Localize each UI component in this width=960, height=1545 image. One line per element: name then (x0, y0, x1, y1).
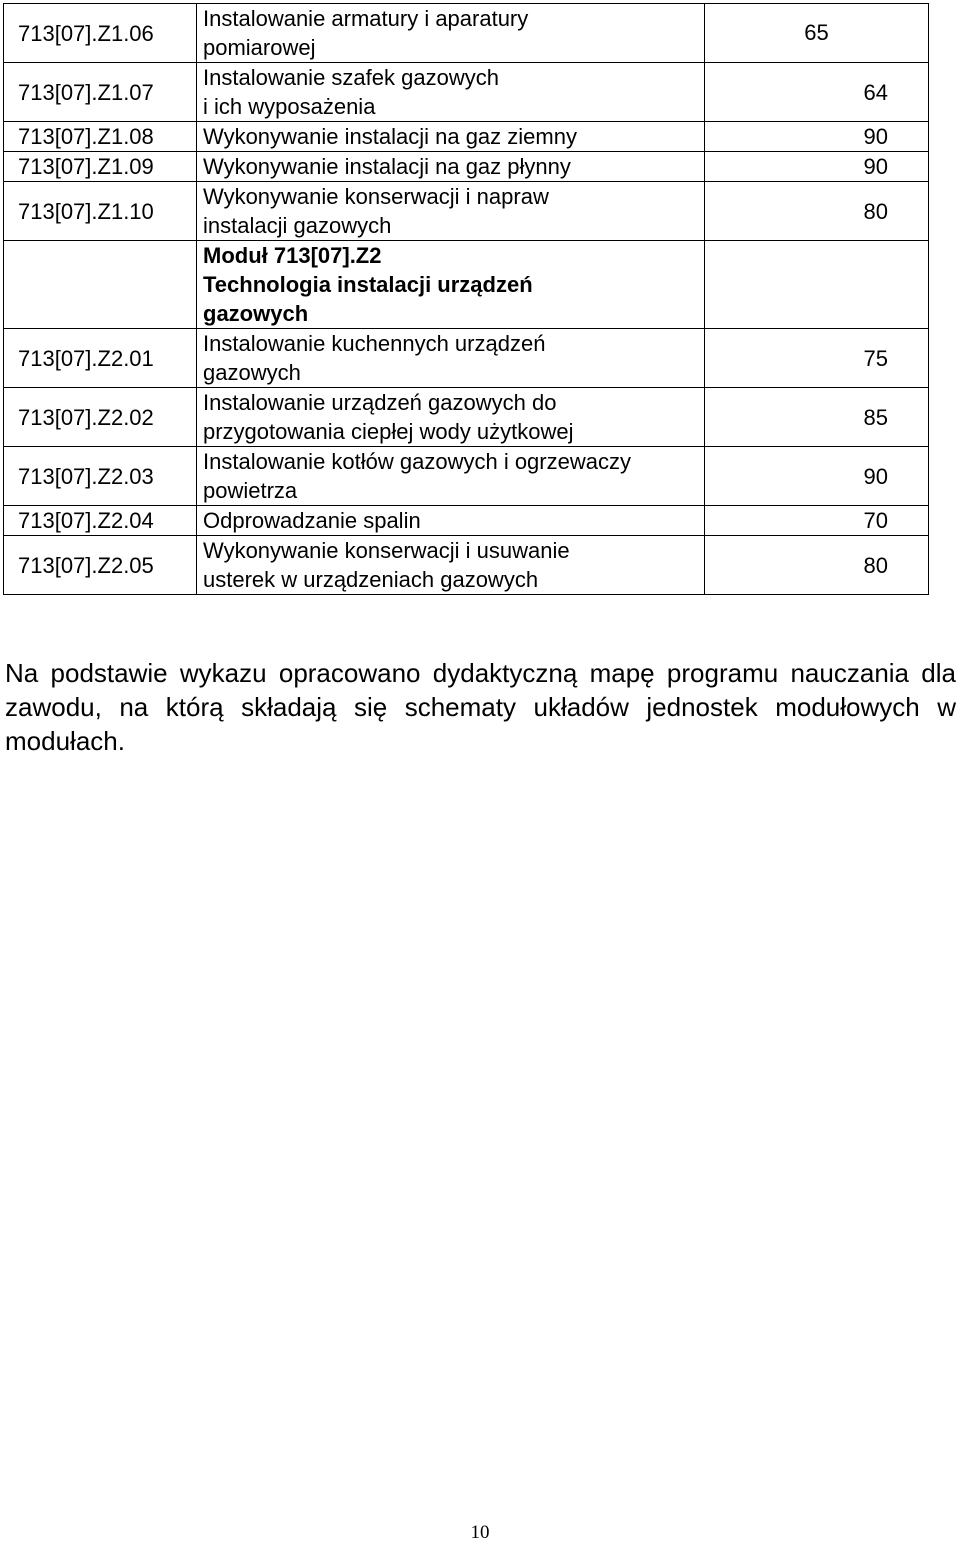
unit-hours: 65 (705, 4, 929, 63)
unit-hours (705, 241, 929, 329)
unit-code: 713[07].Z2.01 (4, 329, 197, 388)
unit-name: Wykonywanie instalacji na gaz płynny (197, 152, 705, 182)
unit-name: Wykonywanie instalacji na gaz ziemny (197, 122, 705, 152)
unit-hours: 85 (705, 388, 929, 447)
unit-code: 713[07].Z1.08 (4, 122, 197, 152)
unit-code: 713[07].Z2.03 (4, 447, 197, 506)
table-row (4, 329, 929, 388)
unit-name: Instalowanie armatury i aparatury pomiarowej (197, 4, 705, 63)
unit-code: 713[07].Z1.06 (4, 4, 197, 63)
table-row (4, 182, 929, 241)
unit-name: Wykonywanie konserwacji i usuwanie usterek w urządzeniach gazowych (197, 536, 705, 595)
table-row (4, 388, 929, 447)
unit-code: 713[07].Z2.05 (4, 536, 197, 595)
unit-code: 713[07].Z1.07 (4, 63, 197, 122)
unit-code: 713[07].Z2.04 (4, 506, 197, 536)
units-table (3, 3, 929, 595)
page-number: 10 (470, 1522, 490, 1543)
unit-name: Instalowanie kuchennych urządzeń gazowych (197, 329, 705, 388)
unit-name: Wykonywanie konserwacji i napraw instalacji gazowych (197, 182, 705, 241)
unit-hours: 90 (705, 447, 929, 506)
body-paragraph: Na podstawie wykazu opracowano dydaktyczną mapę programu nauczania dla zawodu, na którą składają się schematy układów jednostek modułowych w modułach. (5, 658, 956, 756)
module-title: Moduł 713[07].Z2 Technologia instalacji urządzeń gazowych (197, 241, 705, 329)
unit-code: 713[07].Z1.09 (4, 152, 197, 182)
unit-hours: 90 (705, 152, 929, 182)
table-row (4, 4, 929, 63)
table-row (4, 122, 929, 152)
unit-hours: 80 (705, 182, 929, 241)
table-row (4, 152, 929, 182)
unit-name: Instalowanie urządzeń gazowych do przygotowania ciepłej wody użytkowej (197, 388, 705, 447)
unit-name: Odprowadzanie spalin (197, 506, 705, 536)
table-row (4, 447, 929, 506)
unit-name: Instalowanie kotłów gazowych i ogrzewaczy powietrza (197, 447, 705, 506)
unit-code: 713[07].Z1.10 (4, 182, 197, 241)
module-header-row (4, 241, 929, 329)
table-row (4, 506, 929, 536)
unit-hours: 64 (705, 63, 929, 122)
unit-name: Instalowanie szafek gazowych i ich wyposażenia (197, 63, 705, 122)
unit-hours: 70 (705, 506, 929, 536)
unit-code (4, 241, 197, 329)
table-row (4, 536, 929, 595)
unit-hours: 80 (705, 536, 929, 595)
unit-code: 713[07].Z2.02 (4, 388, 197, 447)
table-row (4, 63, 929, 122)
unit-hours: 90 (705, 122, 929, 152)
unit-hours: 75 (705, 329, 929, 388)
